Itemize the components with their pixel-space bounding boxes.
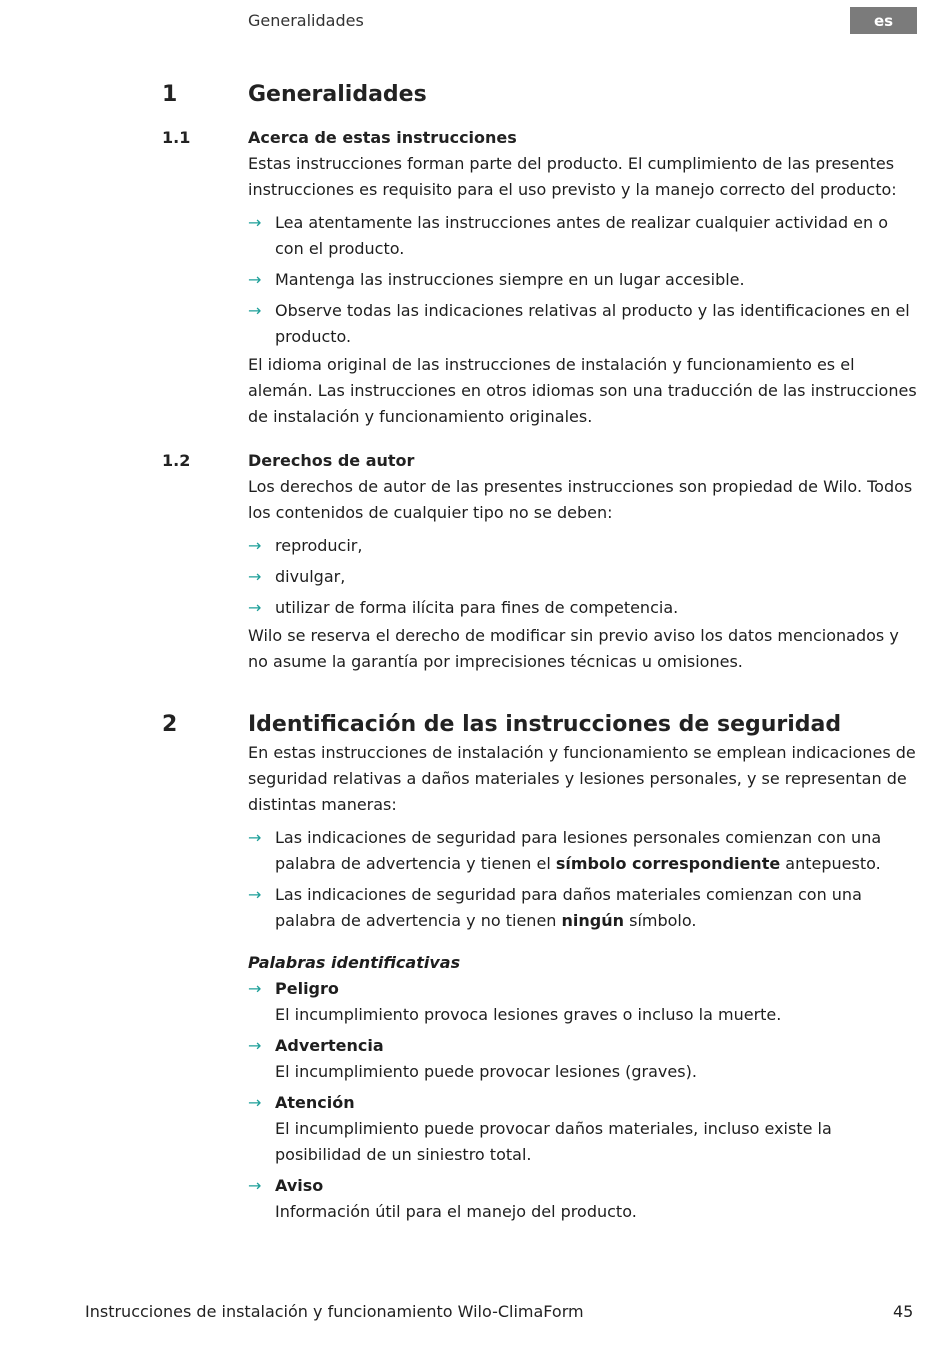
arrow-right-icon: → — [248, 1036, 262, 1055]
arrow-right-icon: → — [248, 979, 262, 998]
bullet-list — [248, 533, 918, 621]
arrow-right-icon: → — [248, 1093, 262, 1112]
list-item: → reproducir, — [248, 533, 918, 559]
section-title: Identificación de las instrucciones de seguridad — [248, 712, 842, 737]
subsection-number: 1.2 — [162, 451, 191, 470]
paragraph: En estas instrucciones de instalación y funcionamiento se emplean indicaciones de seguridad relativas a daños materiales y lesiones personales, y se representan de distintas maneras: — [248, 743, 916, 814]
bullet-list — [248, 210, 918, 350]
subsection-title: Acerca de estas instrucciones — [248, 128, 517, 147]
bullet-list — [248, 825, 918, 934]
paragraph: El idioma original de las instrucciones de instalación y funcionamiento es el alemán. Las instrucciones en otros idiomas son una traducción de las instrucciones de instalación y funcionamiento originales. — [248, 355, 917, 426]
keyword-item: → Advertencia El incumplimiento puede provocar lesiones (graves). — [248, 1033, 918, 1085]
paragraph: Estas instrucciones forman parte del producto. El cumplimiento de las presentes instrucciones es requisito para el uso previsto y la manejo correcto del producto: — [248, 154, 897, 199]
page-number: 45 — [893, 1302, 914, 1321]
subsection-number: 1.1 — [162, 128, 191, 147]
list-item: → Mantenga las instrucciones siempre en un lugar accesible. — [248, 267, 918, 293]
keyword-item: → Atención El incumplimiento puede provocar daños materiales, incluso existe la posibilidad de un siniestro total. — [248, 1090, 918, 1168]
arrow-right-icon: → — [248, 301, 262, 320]
keyword-item: → Peligro El incumplimiento provoca lesiones graves o incluso la muerte. — [248, 976, 918, 1028]
list-item: → Las indicaciones de seguridad para daños materiales comienzan con una palabra de advertencia y no tienen ningún símbolo. — [248, 882, 918, 934]
list-item: → Observe todas las indicaciones relativas al producto y las identificaciones en el producto. — [248, 298, 918, 350]
arrow-right-icon: → — [248, 885, 262, 904]
language-badge: es — [850, 7, 917, 34]
keyword-list — [248, 976, 918, 1225]
list-item: → Las indicaciones de seguridad para lesiones personales comienzan con una palabra de advertencia y tienen el símbolo correspondiente antepuesto. — [248, 825, 918, 877]
arrow-right-icon: → — [248, 828, 262, 847]
section-safety — [248, 710, 918, 1230]
section-number: 1 — [162, 82, 178, 107]
subsection-copyright — [248, 448, 918, 675]
paragraph: Wilo se reserva el derecho de modificar sin previo aviso los datos mencionados y no asume la garantía por imprecisiones técnicas u omisiones. — [248, 626, 899, 671]
subsection-about — [248, 125, 918, 430]
section-number: 2 — [162, 712, 178, 737]
list-item: → divulgar, — [248, 564, 918, 590]
running-head: Generalidades — [248, 11, 364, 30]
keywords-title: Palabras identificativas — [248, 953, 461, 972]
arrow-right-icon: → — [248, 213, 262, 232]
keyword-item: → Aviso Información útil para el manejo del producto. — [248, 1173, 918, 1225]
footer-title: Instrucciones de instalación y funcionamiento Wilo-ClimaForm — [85, 1302, 584, 1321]
arrow-right-icon: → — [248, 598, 262, 617]
arrow-right-icon: → — [248, 536, 262, 555]
arrow-right-icon: → — [248, 1176, 262, 1195]
list-item: → Lea atentamente las instrucciones antes de realizar cualquier actividad en o con el producto. — [248, 210, 918, 262]
arrow-right-icon: → — [248, 270, 262, 289]
paragraph: Los derechos de autor de las presentes instrucciones son propiedad de Wilo. Todos los contenidos de cualquier tipo no se deben: — [248, 477, 913, 522]
subsection-title: Derechos de autor — [248, 451, 415, 470]
arrow-right-icon: → — [248, 567, 262, 586]
list-item: → utilizar de forma ilícita para fines de competencia. — [248, 595, 918, 621]
section-title: Generalidades — [248, 82, 427, 107]
